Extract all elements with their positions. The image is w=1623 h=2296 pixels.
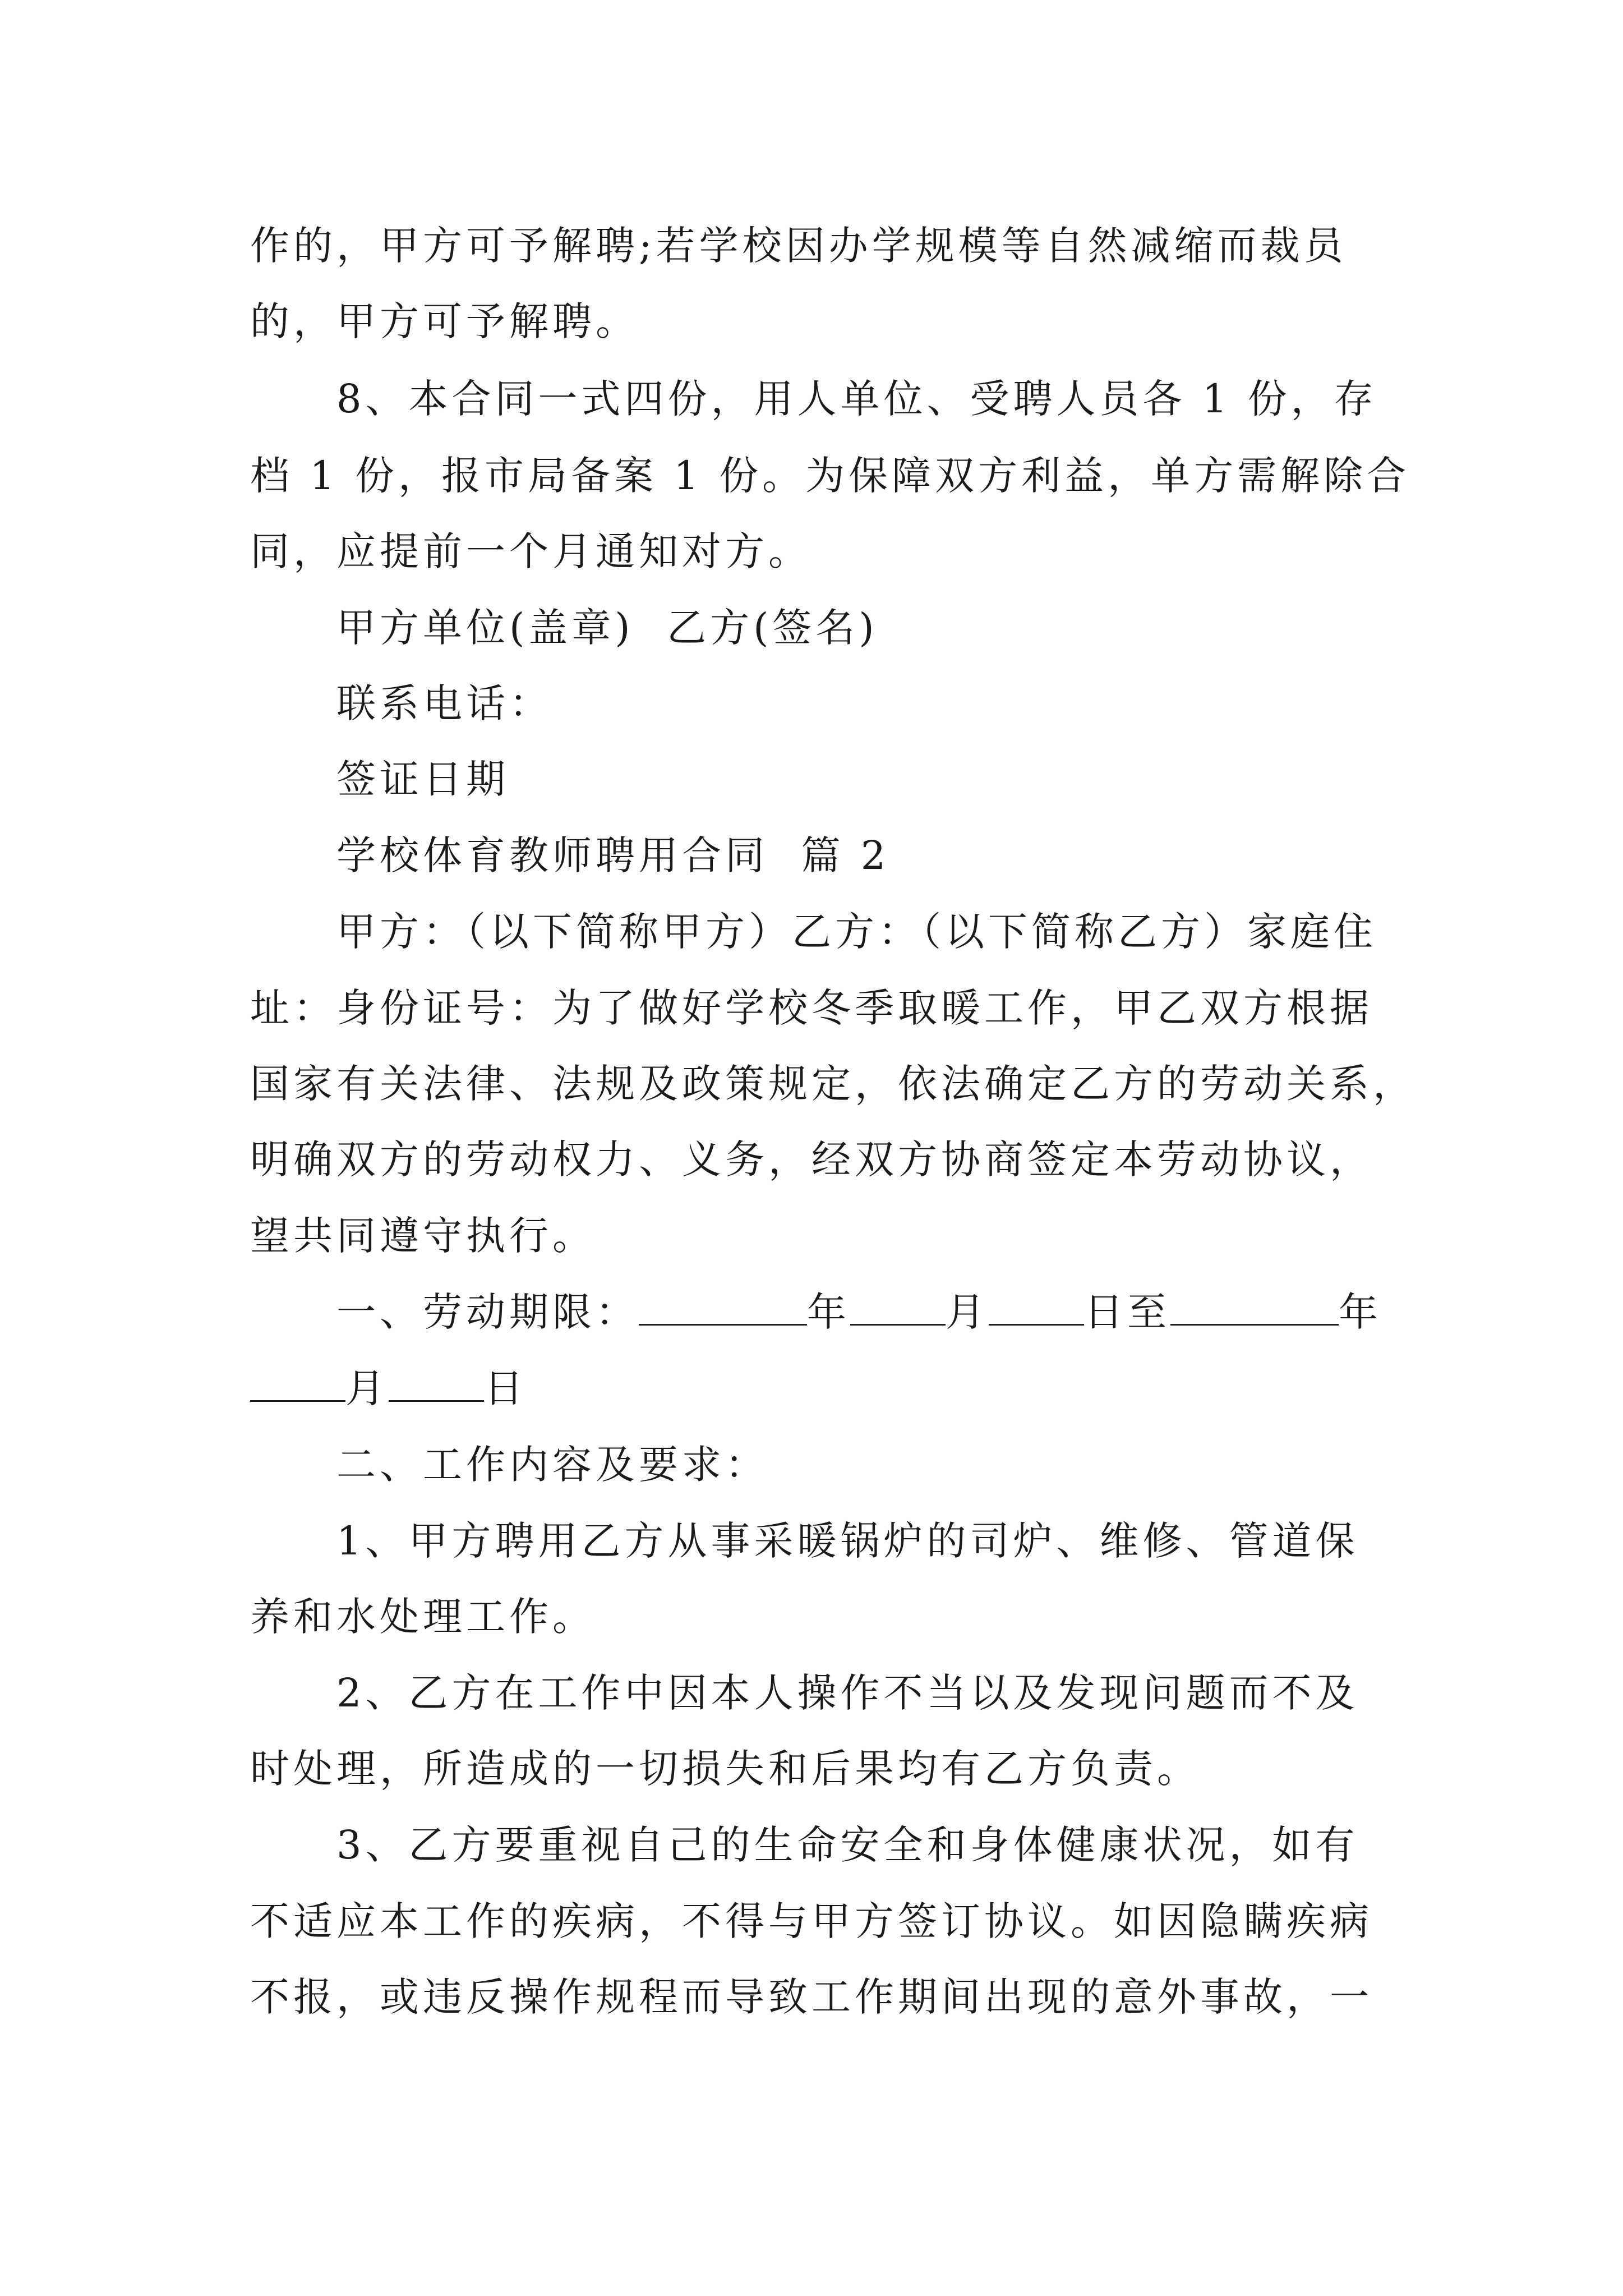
blank-day-field[interactable] (389, 1365, 484, 1402)
month-label: 月 (946, 1289, 989, 1335)
labor-term-line (336, 1281, 1382, 1343)
blank-day-field[interactable] (989, 1289, 1084, 1326)
contact-phone-label: 联系电话： (336, 680, 552, 726)
text-line: 址：身份证号：为了做好学校冬季取暖工作，甲乙双方根据 (250, 985, 1373, 1031)
blank-year-field[interactable] (639, 1289, 807, 1326)
text-line: 养和水处理工作。 (250, 1594, 596, 1640)
text-line: 档 1 份，报市局备案 1 份。为保障双方利益，单方需解除合 (250, 453, 1410, 499)
text-line: 望共同遵守执行。 (250, 1213, 596, 1259)
signature-line: 甲方单位(盖章) 乙方(签名) (336, 605, 878, 651)
text-line: 3、乙方要重视自己的生命安全和身体健康状况，如有 (336, 1822, 1359, 1868)
day-to-label: 日至 (1084, 1289, 1170, 1335)
text-line: 同，应提前一个月通知对方。 (250, 528, 811, 574)
text-line: 8、本合同一式四份，用人单位、受聘人员各 1 份，存 (336, 376, 1377, 422)
blank-month-field[interactable] (250, 1365, 345, 1402)
text-line: 国家有关法律、法规及政策规定，依法确定乙方的劳动关系， (250, 1061, 1416, 1107)
text-line: 作的，甲方可予解聘;若学校因办学规模等自然减缩而裁员 (250, 223, 1347, 269)
text-line: 不报，或违反操作规程而导致工作期间出现的意外事故，一 (250, 1974, 1373, 2020)
labor-term-label: 一、劳动期限： (336, 1289, 639, 1335)
labor-term-line-cont (250, 1358, 527, 1419)
text-line: 甲方：（以下简称甲方）乙方：（以下简称乙方）家庭住 (336, 909, 1377, 955)
text-line: 的，甲方可予解聘。 (250, 298, 639, 344)
text-line: 不适应本工作的疾病，不得与甲方签订协议。如因隐瞒疾病 (250, 1898, 1373, 1944)
blank-month-field[interactable] (850, 1289, 946, 1326)
text-line: 明确双方的劳动权力、义务，经双方协商签定本劳动协议， (250, 1137, 1373, 1182)
sign-date-label: 签证日期 (336, 756, 509, 802)
section-heading: 二、工作内容及要求： (336, 1442, 768, 1488)
month-label: 月 (345, 1365, 389, 1411)
section-title: 学校体育教师聘用合同 篇 2 (336, 832, 890, 878)
text-line: 1、甲方聘用乙方从事采暖锅炉的司炉、维修、管道保 (336, 1518, 1359, 1564)
year-label: 年 (1339, 1289, 1382, 1335)
day-label: 日 (484, 1365, 527, 1411)
blank-year-field[interactable] (1170, 1289, 1339, 1326)
text-line: 时处理，所造成的一切损失和后果均有乙方负责。 (250, 1746, 1200, 1792)
year-label: 年 (807, 1289, 850, 1335)
text-line: 2、乙方在工作中因本人操作不当以及发现问题而不及 (336, 1670, 1359, 1716)
